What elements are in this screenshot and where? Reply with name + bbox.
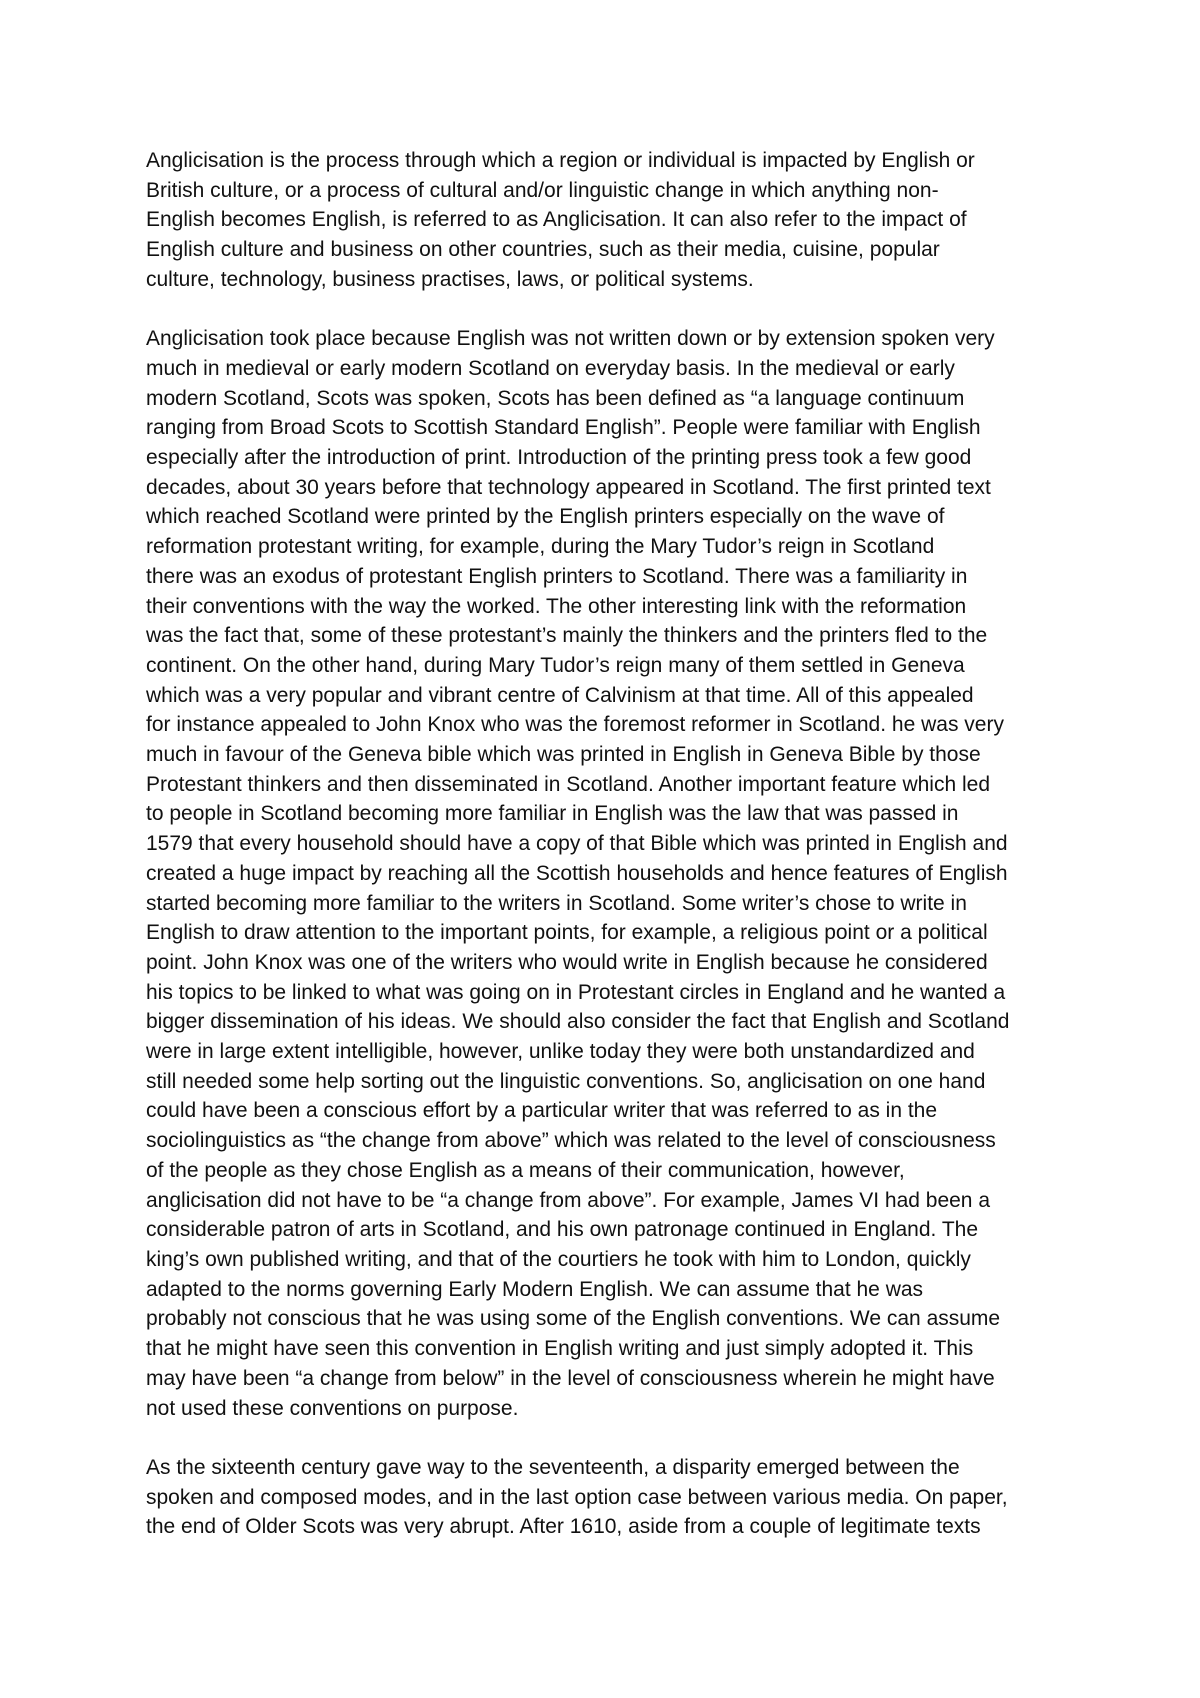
text-line: there was an exodus of protestant English printers to Scotland. There was a familiarity in <box>146 564 968 588</box>
text-line: that he might have seen this convention in English writing and just simply adopted it. This <box>146 1337 974 1361</box>
text-line: his topics to be linked to what was going on in Protestant circles in England and he wanted a <box>146 980 1006 1004</box>
text-line: probably not conscious that he was using some of the English conventions. We can assume <box>146 1307 1001 1331</box>
text-line: not used these conventions on purpose. <box>146 1396 519 1420</box>
text-line: culture, technology, business practises, laws, or political systems. <box>146 267 754 291</box>
text-line: English becomes English, is referred to as Anglicisation. It can also refer to the impact of <box>146 208 967 232</box>
text-line: modern Scotland, Scots was spoken, Scots has been defined as “a language continuum <box>146 386 965 410</box>
text-line: British culture, or a process of cultural and/or linguistic change in which anything non- <box>146 178 939 202</box>
text-line: may have been “a change from below” in the level of consciousness wherein he might have <box>146 1366 995 1390</box>
text-line: Anglicisation is the process through which a region or individual is impacted by English or <box>146 149 975 172</box>
text-line: bigger dissemination of his ideas. We should also consider the fact that English and Scotland <box>146 1010 1010 1034</box>
text-line: much in favour of the Geneva bible which was printed in English in Geneva Bible by those <box>146 743 981 767</box>
text-line: Anglicisation took place because English was not written down or by extension spoken very <box>146 327 995 351</box>
text-line: reformation protestant writing, for example, during the Mary Tudor’s reign in Scotland <box>146 535 935 559</box>
text-line: for instance appealed to John Knox who was the foremost reformer in Scotland. he was very <box>146 713 1004 737</box>
text-line: still needed some help sorting out the linguistic conventions. So, anglicisation on one hand <box>146 1069 986 1093</box>
text-line: English to draw attention to the important points, for example, a religious point or a political <box>146 921 988 945</box>
text-line: were in large extent intelligible, however, unlike today they were both unstandardized and <box>146 1040 975 1064</box>
text-line: sociolinguistics as “the change from above” which was related to the level of consciousness <box>146 1129 996 1153</box>
document-body <box>146 146 1076 1572</box>
text-line: much in medieval or early modern Scotland on everyday basis. In the medieval or early <box>146 356 955 380</box>
text-line: decades, about 30 years before that technology appeared in Scotland. The first printed text <box>146 475 991 499</box>
text-line: was the fact that, some of these protestant’s mainly the thinkers and the printers fled to the <box>146 624 988 648</box>
paragraph <box>146 1453 1076 1542</box>
text-line: ranging from Broad Scots to Scottish Standard English”. People were familiar with English <box>146 416 981 440</box>
text-line: adapted to the norms governing Early Modern English. We can assume that he was <box>146 1277 924 1301</box>
text-line: of the people as they chose English as a means of their communication, however, <box>146 1158 905 1182</box>
paragraph <box>146 146 1076 295</box>
text-line: especially after the introduction of print. Introduction of the printing press took a few good <box>146 446 972 470</box>
text-line: Protestant thinkers and then disseminated in Scotland. Another important feature which led <box>146 772 990 796</box>
text-line: the end of Older Scots was very abrupt. After 1610, aside from a couple of legitimate texts <box>146 1515 981 1539</box>
text-line: to people in Scotland becoming more familiar in English was the law that was passed in <box>146 802 959 826</box>
text-line: which reached Scotland were printed by the English printers especially on the wave of <box>146 505 945 529</box>
text-line: considerable patron of arts in Scotland, and his own patronage continued in England. The <box>146 1218 979 1242</box>
text-line: their conventions with the way the worked. The other interesting link with the reformation <box>146 594 967 618</box>
text-line: English culture and business on other countries, such as their media, cuisine, popular <box>146 238 940 262</box>
text-line: 1579 that every household should have a copy of that Bible which was printed in English and <box>146 832 1008 856</box>
text-line: As the sixteenth century gave way to the seventeenth, a disparity emerged between the <box>146 1455 960 1479</box>
text-line: spoken and composed modes, and in the last option case between various media. On paper, <box>146 1485 1008 1509</box>
text-line: king’s own published writing, and that of the courtiers he took with him to London, quickly <box>146 1248 971 1271</box>
text-line: anglicisation did not have to be “a change from above”. For example, James VI had been a <box>146 1188 990 1212</box>
text-line: created a huge impact by reaching all the Scottish households and hence features of English <box>146 861 1008 885</box>
text-line: point. John Knox was one of the writers who would write in English because he considered <box>146 950 988 974</box>
text-line: could have been a conscious effort by a particular writer that was referred to as in the <box>146 1099 938 1123</box>
text-line: continent. On the other hand, during Mary Tudor’s reign many of them settled in Geneva <box>146 653 965 677</box>
text-line: which was a very popular and vibrant centre of Calvinism at that time. All of this appealed <box>146 683 974 707</box>
text-line: started becoming more familiar to the writers in Scotland. Some writer’s chose to write in <box>146 891 967 915</box>
paragraph <box>146 324 1076 1423</box>
